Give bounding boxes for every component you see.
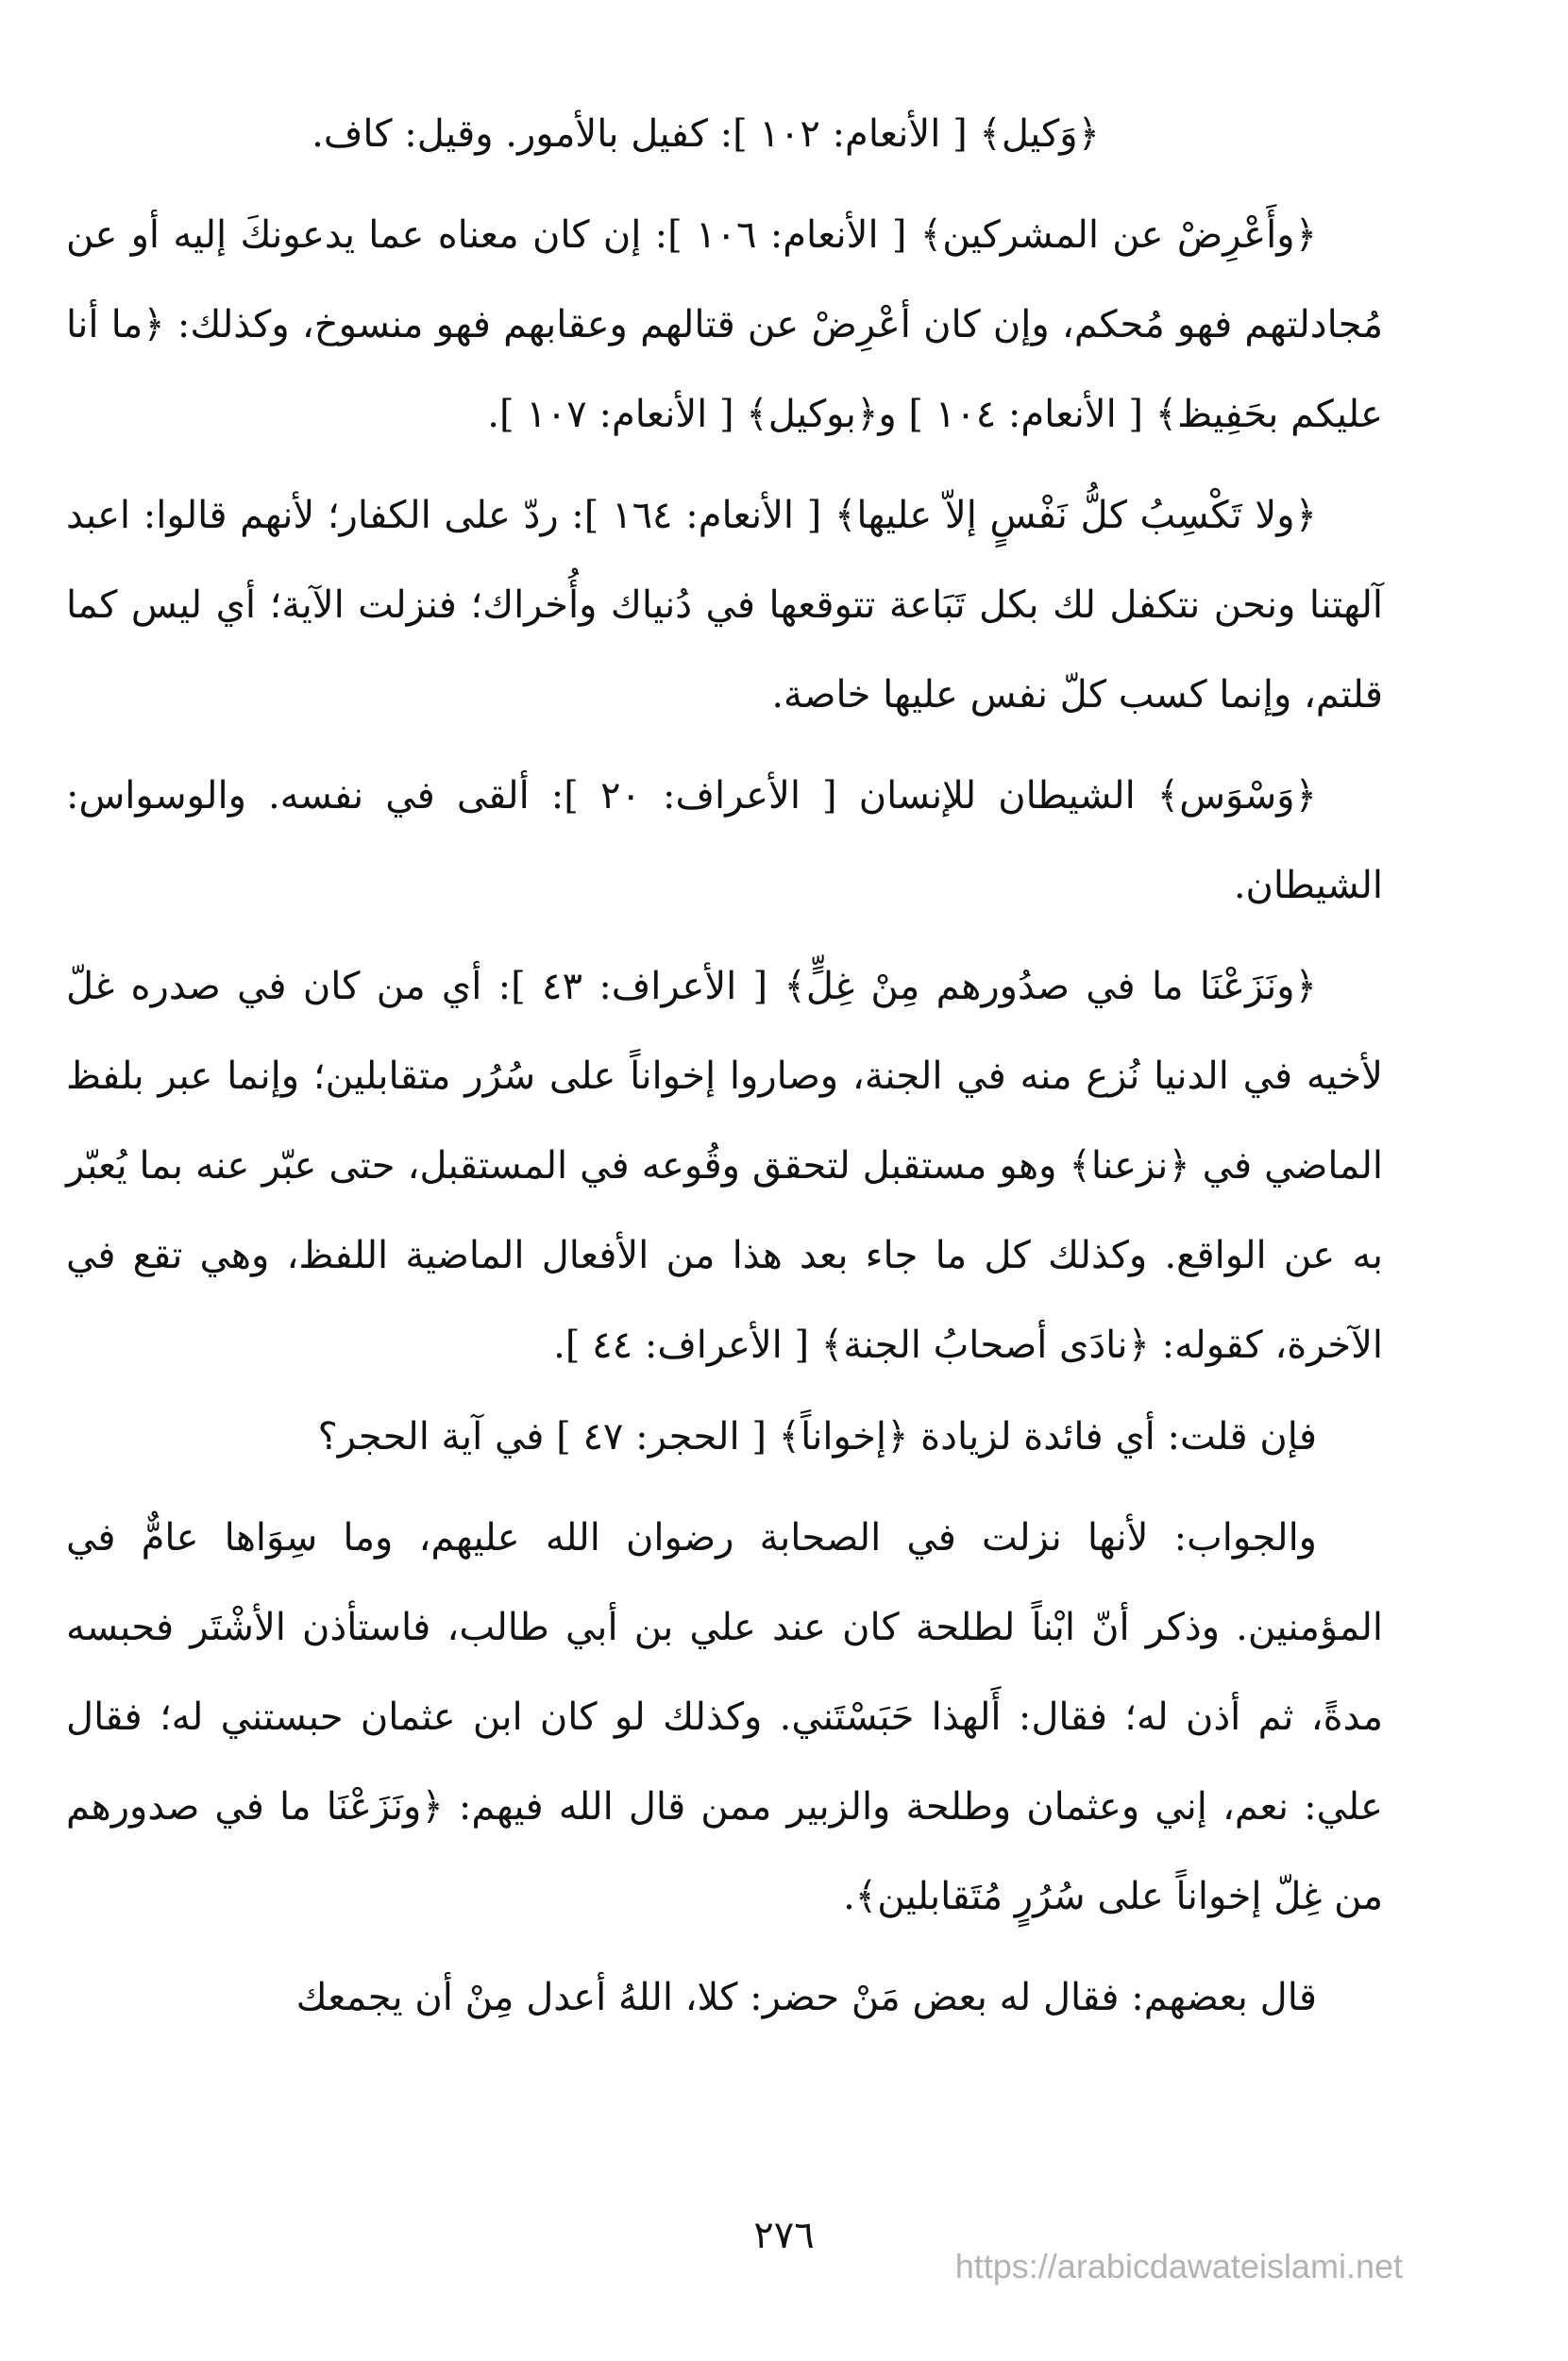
watermark: https://arabicdawateislami.net (954, 2247, 1403, 2285)
paragraph-nazana: ﴿ونَزَعْنَا ما في صدُورهم مِنْ غِلٍّ﴾ [ الأعراف: ٤٣ ]: أي من كان في صدره غلّ لأخيه في الدنيا نُزع منه في الجنة، وصاروا إخواناً على سُرُر متقابلين؛ وإنما عبر بلفظ الماضي في ﴿نزعنا﴾ وهو مستقبل لتحقق وقُوعه في المستقبل، حتى عبّر عنه بما يُعبّر به عن الواقع. وكذلك كل ما جاء بعد هذا من الأفعال الماضية اللفظ، وهي تقع في الآخرة، كقوله: ﴿نادَى أصحابُ الجنة﴾ [ الأعراف: ٤٤ ]. (66, 965, 1383, 1367)
paragraph-wakil: ﴿وَكيل﴾ [ الأنعام: ١٠٢ ]: كفيل بالأمور. وقيل: كاف. (312, 112, 1100, 156)
paragraph-qala-badhum: قال بعضهم: فقال له بعض مَنْ حضر: كلا، اللهُ أعدل مِنْ أن يجمعك (295, 1976, 1317, 2019)
paragraph-question: فإن قلت: أي فائدة لزيادة ﴿إخواناً﴾ [ الحجر: ٤٧ ] في آية الحجر؟ (317, 1415, 1317, 1459)
paragraph-la-taksib: ﴿ولا تَكْسِبُ كلُّ نَفْسٍ إلاّ عليها﴾ [ الأنعام: ١٦٤ ]: ردّ على الكفار؛ لأنهم قالوا: اعبد آلهتنا ونحن نتكفل لك بكل تَبَاعة تتوقعها في دُنياك وأُخراك؛ فنزلت الآية؛ أي ليس كما قلتم، وإنما كسب كلّ نفس عليها خاصة. (66, 494, 1383, 717)
page-number: ٢٧٦ (753, 2214, 815, 2257)
paragraph-answer: والجواب: لأنها نزلت في الصحابة رضوان الله عليهم، وما سِوَاها عامٌّ في المؤمنين. وذكر أنّ ابْناً لطلحة كان عند علي بن أبي طالب، فاستأذن الأشْتَر فحبسه مدةً، ثم أذن له؛ فقال: أَلهذا حَبَسْتَني. وكذلك لو كان ابن عثمان حبستني له؛ فقال علي: نعم، إني وعثمان وطلحة والزبير ممن قال الله فيهم: ﴿ونَزَعْنَا ما في صدورهم من غِلّ إخواناً على سُرُرٍ مُتَقابلين﴾. (66, 1516, 1383, 1918)
paragraph-waswas: ﴿وَسْوَس﴾ الشيطان للإنسان [ الأعراف: ٢٠ ]: ألقى في نفسه. والوسواس: الشيطان. (66, 774, 1383, 907)
paragraph-aarid: ﴿وأَعْرِضْ عن المشركين﴾ [ الأنعام: ١٠٦ ]: إن كان معناه عما يدعونكَ إليه أو عن مُجادلتهم فهو مُحكم، وإن كان أعْرِضْ عن قتالهم وعقابهم فهو منسوخ، وكذلك: ﴿ما أنا عليكم بحَفِيظ﴾ [ الأنعام: ١٠٤ ] و﴿بوكيل﴾ [ الأنعام: ١٠٧ ]. (66, 213, 1383, 436)
page-body (66, 90, 1383, 2054)
